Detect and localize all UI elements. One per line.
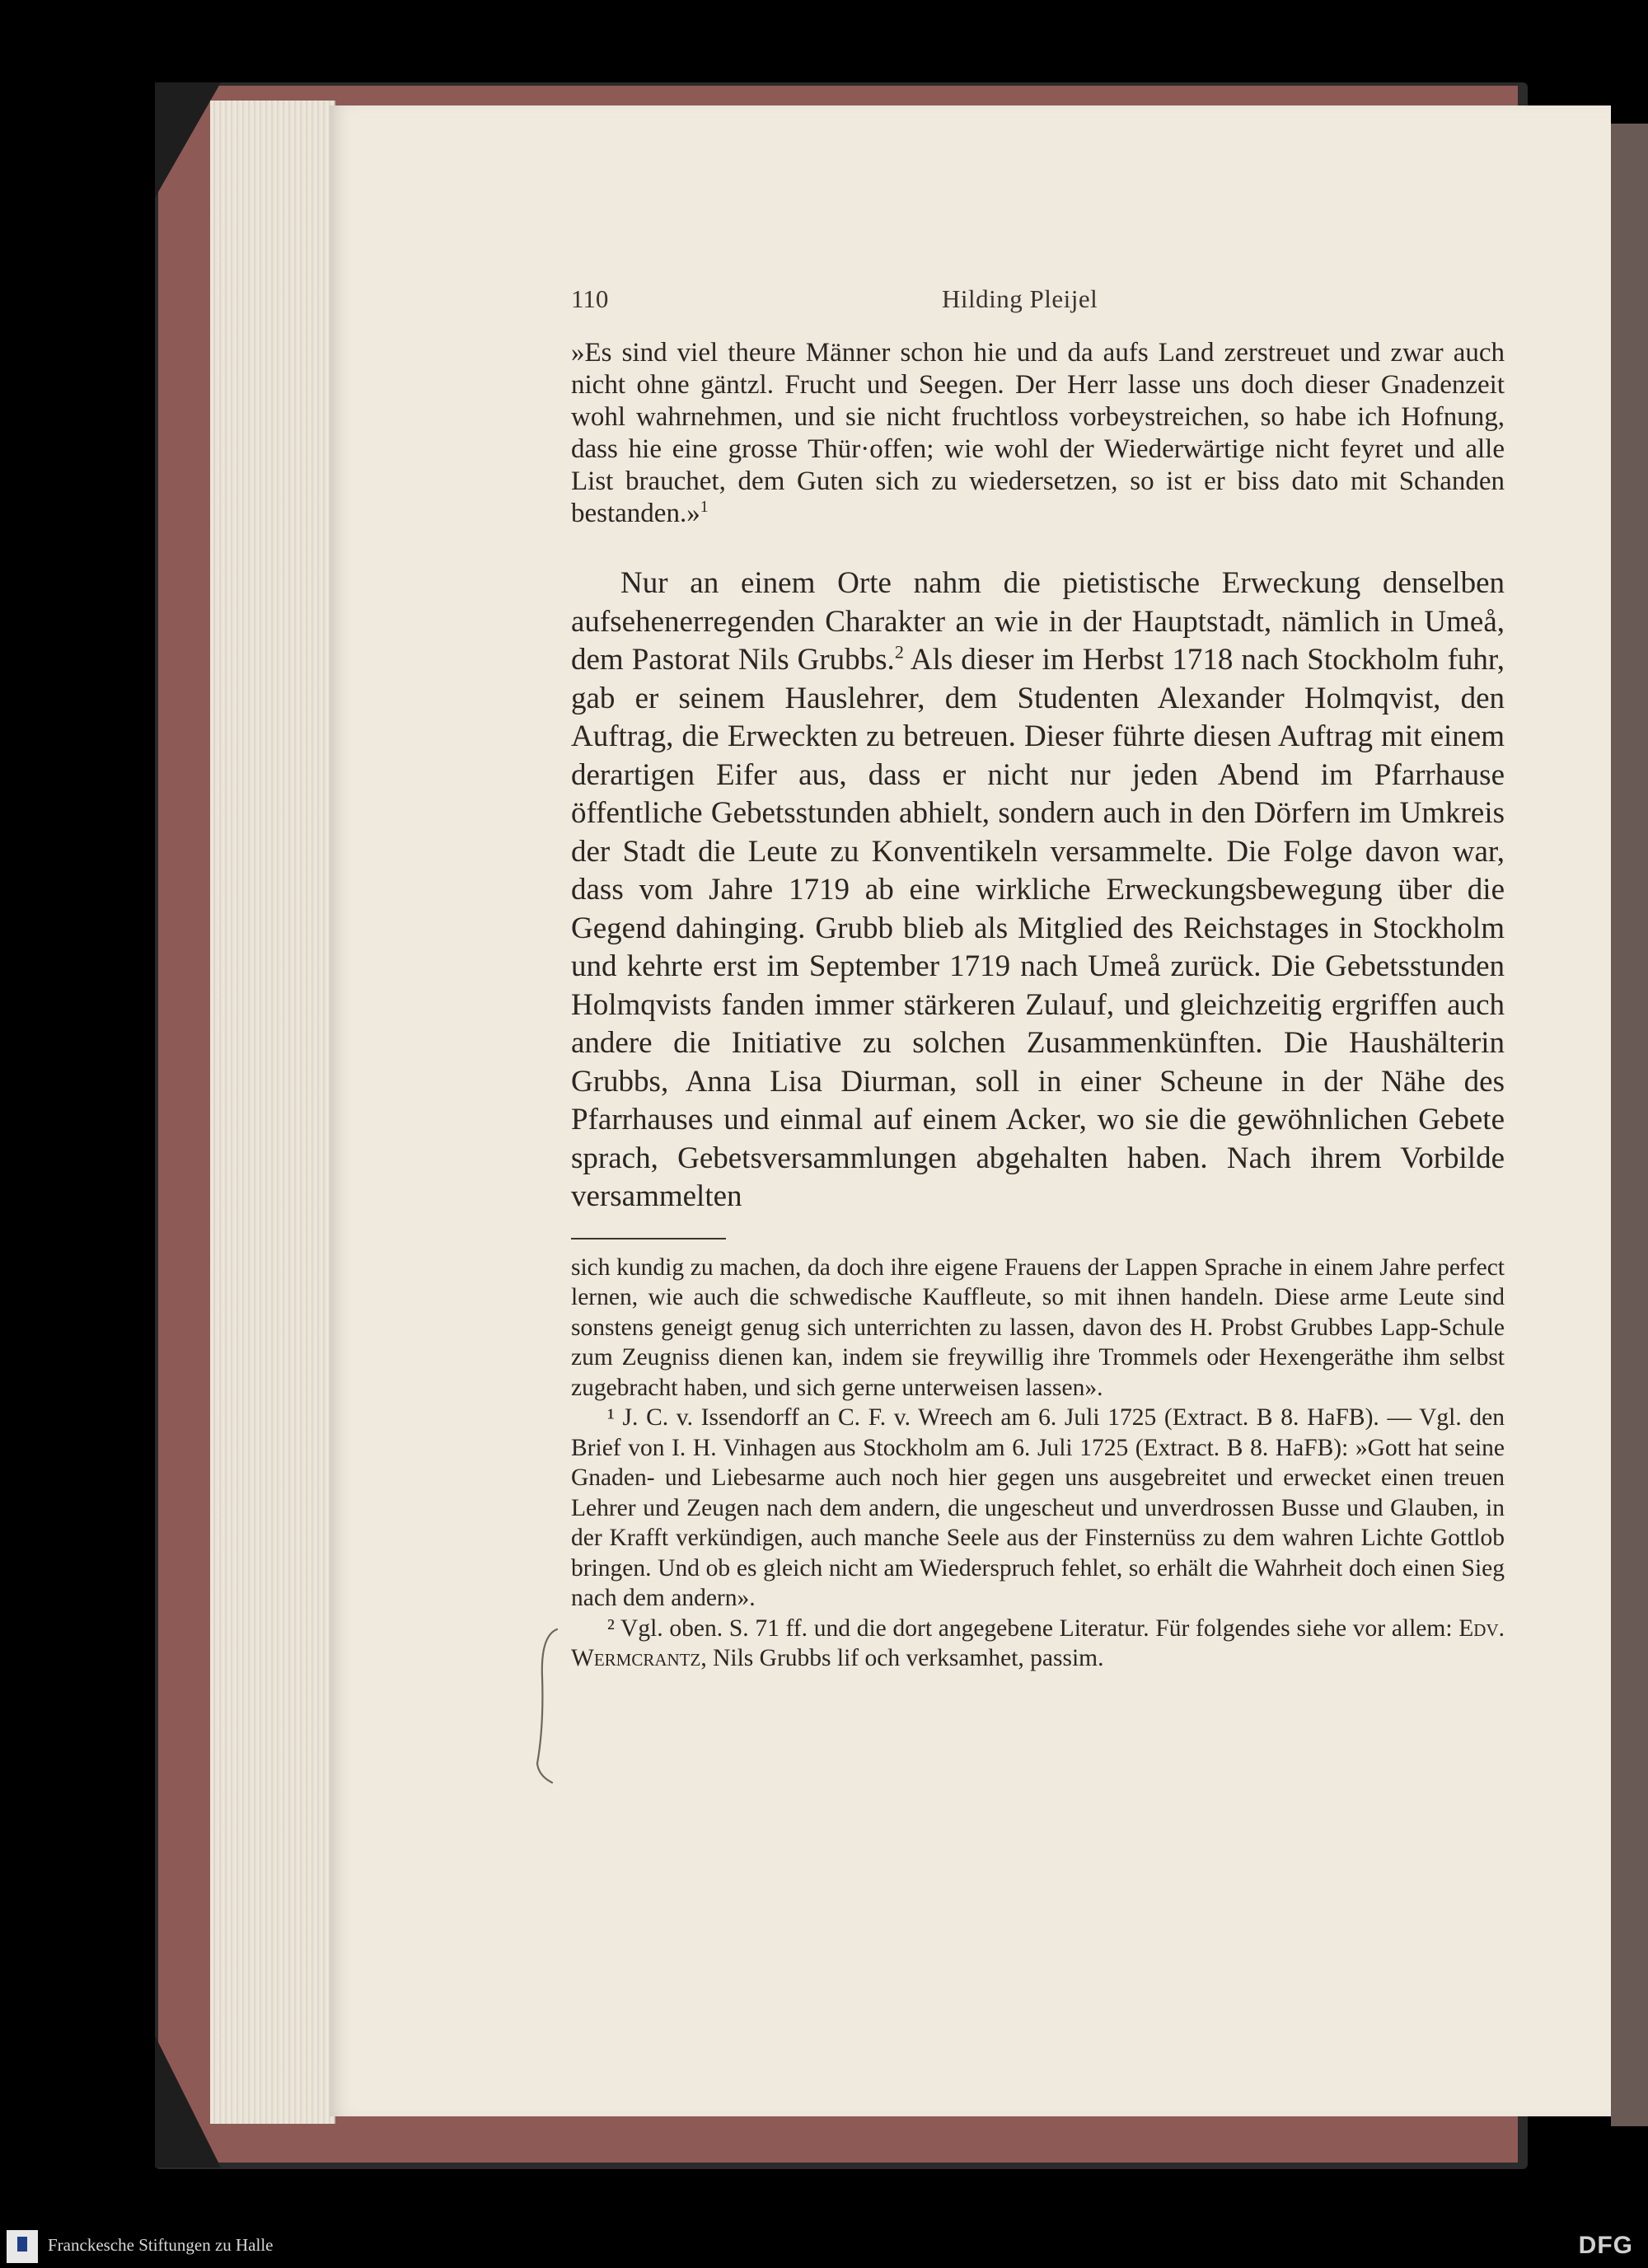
footnote-2-author: Edv. Wermcrantz [571, 1614, 1505, 1671]
footnote-1-text: J. C. v. Issendorff an C. F. v. Wreech am 6. Juli 1725 (Extract. B 8. HaFB). — Vgl. den Brief von I. H. Vinhagen aus Stockholm am 6. Juli 1725 (Extract. B 8. HaFB): »Gott hat seine Gnaden- und Liebesarme auch noch hier gegen uns ausgebreitet und erwecket einen treuen Lehrer und Zeugen nach dem andern, die ungescheut und unverdrossen Busse und Glauben, in der Krafft verkündigen, auch manche Seele aus der Finsternüss zu dem wahren Lichte Gottlob bringen. Und ob es gleich nicht am Wiederspruch fehlet, so erhält die Wahrheit doch einen Sieg nach dem andern». [571, 1404, 1505, 1611]
page-number: 110 [571, 284, 609, 313]
running-title: Hilding Pleijel [942, 284, 1098, 313]
footnote-ref-2: 2 [894, 641, 904, 663]
viewer-footer [0, 2225, 1648, 2268]
footnote-2-mark: ² [607, 1614, 615, 1642]
footnote-1-mark: ¹ [607, 1404, 615, 1431]
quote-text: »Es sind viel theure Männer schon hie und da aufs Land zerstreuet und zwar auch nicht ohne gäntzl. Frucht und Seegen. Der Herr lasse uns doch dieser Gnadenzeit wohl wahrnehmen, und sie nicht fruchtloss vorbeystreichen, so habe ich Hofnung, dass hie eine grosse Thür·offen; wie wohl der Wiederwärtige nicht feyret und alle List brauchet, dem Guten sich zu wiedersetzen, so ist er biss dato mit Schanden bestanden.» [571, 338, 1505, 528]
facing-page-edge [1611, 124, 1648, 2126]
page-edges [210, 101, 335, 2124]
footnote-continuation: sich kundig zu machen, da doch ihre eigene Frauens der Lappen Sprache in einem Jahre perfect lernen, wie auch die schwedische Kauffleute, so mit ihnen handeln. Diese arme Leute sind sonstens geneigt genug sich unterrichten zu lassen, davon des H. Probst Grubbes Lapp-Schule zum Zeugniss dienen kan, indem sie freywillig ihre Trommels oder Hexengeräthe ihm selbst zugebracht haben, und sich gerne unterweisen lassen». [571, 1253, 1505, 1401]
dfg-logo: DFG [1578, 2232, 1633, 2259]
block-quote [571, 337, 1505, 530]
body-text-2: Als dieser im Herbst 1718 nach Stockholm fuhr, gab er seinem Hauslehrer, dem Studenten Alexander Holmqvist, den Auftrag, die Erweckten zu betreuen. Dieser führte diesen Auftrag mit einem derartigen Eifer aus, dass er nicht nur jeden Abend im Pfarrhause öffentliche Gebetsstunden abhielt, sondern auch in den Dörfern im Umkreis der Stadt die Leute zu Konventikeln versammelte. Die Folge davon war, dass vom Jahre 1719 ab eine wirkliche Erweckungsbewegung über die Gegend dahinging. Grubb blieb als Mitglied des Reichstages in Stockholm und kehrte erst im September 1719 nach Umeå zurück. Die Gebetsstunden Holmqvists fanden immer stärkeren Zulauf, und gleichzeitig ergriffen auch andere die Initiative zu solchen Zusammenkünften. Die Haushälterin Grubbs, Anna Lisa Diurman, soll in einer Scheune in der Nähe des Pfarrhauses und einmal auf einem Acker, wo sie die gewöhnlichen Gebete sprach, Gebetsversammlungen abgehalten haben. Nach ihrem Vorbilde versammelten [571, 643, 1505, 1213]
running-header [571, 284, 1505, 326]
institution-name: Franckesche Stiftungen zu Halle [48, 2235, 274, 2255]
footnote-2-text-a: Vgl. oben. S. 71 ff. und die dort angegebene Literatur. Für folgendes siehe vor allem: [614, 1614, 1459, 1642]
footnote-rule [571, 1238, 726, 1239]
footnote-ref-1: 1 [700, 498, 709, 516]
institution-logo [7, 2230, 38, 2263]
body-paragraph [571, 565, 1505, 1216]
footnote-2 [571, 1614, 1505, 1674]
page-content [571, 284, 1505, 1674]
pencil-margin-mark [534, 1628, 559, 1784]
footnote-2-text-b: , Nils Grubbs lif och verksamhet, passim. [700, 1645, 1104, 1671]
footnote-1 [571, 1403, 1505, 1614]
body-text-1: Nur an einem Orte nahm die pietistische Erweckung denselben aufsehenerregenden Charakter an wie in der Hauptstadt, nämlich in Umeå, dem Pastorat Nils Grubbs. [571, 566, 1505, 677]
